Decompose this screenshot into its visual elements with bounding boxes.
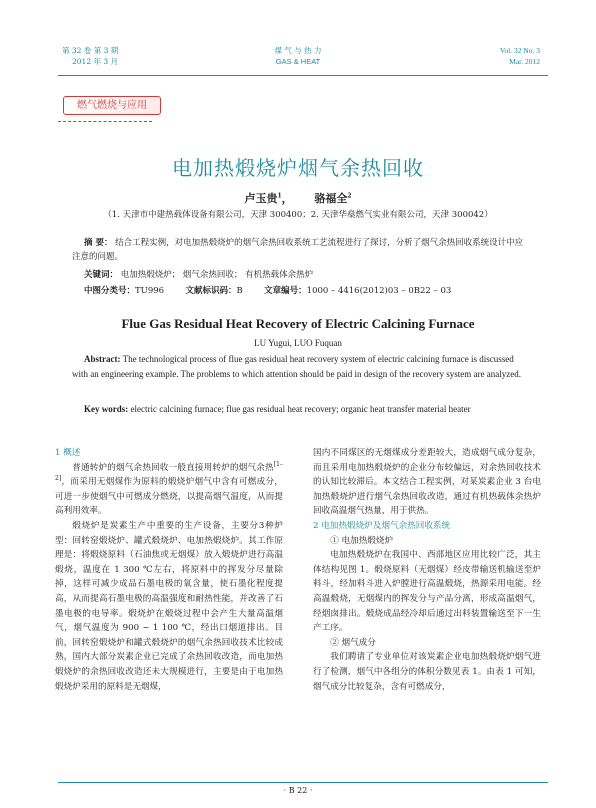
abstract-zh-label: 摘 要：: [84, 238, 113, 248]
keywords-en: [72, 402, 530, 417]
abstract-en-text: The technological process of flue gas residual heat recovery system of electric calcining furnace is discussed with an engineering example. The problems to which attention should be paid in design of the recovery system are analyzed.: [72, 354, 521, 379]
article-title-zh: 电加热煅烧炉烟气余热回收: [172, 156, 424, 180]
clc-value: TU996: [135, 286, 165, 296]
header-vol-en: [440, 45, 540, 67]
author-1-affil: 1: [277, 192, 282, 200]
section-1-heading: 1 概述: [55, 448, 81, 458]
abstract-en-label: Abstract:: [84, 354, 121, 364]
header-date-en: Mar. 2012: [509, 57, 540, 66]
section-tag: 燃气燃烧与应用: [63, 96, 161, 115]
section-1-paragraph-1: [55, 461, 283, 519]
header-volume-issue: 第 32 卷 第 3 期: [62, 46, 119, 55]
header-vol-no: Vol. 32 No. 3: [499, 46, 540, 55]
body-left-column: [55, 446, 283, 694]
subsection-2-2-heading: ② 烟气成分: [330, 637, 376, 648]
s1-p1-text-b: ，而采用无烟煤作为原料的煅烧炉烟气中含有可燃成分，可进一步使烟气中可燃成分燃烧，以提高烟气温度，从而提高利用效率。: [55, 477, 283, 517]
doc-code-value: B: [236, 286, 243, 296]
clc-label: 中图分类号：: [84, 286, 136, 296]
keywords-en-text: electric calcining furnace; flue gas residual heat recovery; organic heat transfer material heater: [130, 404, 471, 414]
subsection-2-1-paragraph: 电加热煅烧炉在我国中、西部地区应用比较广泛，其主体结构见图 1。煅烧原料（无烟煤）经皮带输送机输送至炉料斗，经加料斗进入炉膛进行高温煅烧，热源采用电能。经高温煅烧，无烟煤内的挥发分与产品分离，形成高温烟气，经烟囱排出。煅烧成品经冷却后通过出料装置输送至下一生产工序。: [313, 550, 541, 634]
header-volume: [62, 45, 182, 67]
header-journal: [248, 45, 348, 67]
section-2-heading: 2 电加热煅烧炉及烟气余热回收系统: [313, 520, 451, 531]
keywords-zh-label: 关键词：: [84, 270, 119, 280]
citation-1-2: [1–2]: [55, 460, 283, 483]
keywords-en-label: Key words:: [84, 404, 129, 414]
classification-line: [84, 284, 540, 298]
authors-zh: 卢玉贵$^1$， 骆福全$^2$: [244, 192, 352, 205]
authors-en: LU Yugui, LUO Fuquan: [254, 338, 342, 348]
page-number: · B 22 ·: [283, 786, 313, 795]
doc-code-label: 文献标识码：: [185, 286, 237, 296]
journal-name-en: GAS & HEAT: [275, 57, 321, 66]
author-2-zh: 骆福全: [314, 192, 348, 205]
right-paragraph-continued: 国内不同煤区的无烟煤成分差距较大，造成烟气成分复杂，而且采用电加热煅烧炉的企业分布较偏远，对余热回收技术的认知比较滞后。本文结合工程实例，对某炭素企业 3 台电加热煅烧炉进行烟气余热回收改造，通过有机热载体余热炉回收高温烟气热量，用于供热。: [313, 448, 541, 517]
header-date-zh: 2012 年 3 月: [72, 57, 119, 66]
body-right-column: [313, 446, 541, 694]
keywords-zh-text: 电加热煅烧炉； 烟气余热回收； 有机热载体余热炉: [120, 270, 314, 280]
article-title-en: Flue Gas Residual Heat Recovery of Electric Calcining Furnace: [121, 316, 475, 331]
author-2-affil: 2: [347, 192, 352, 200]
abstract-zh-text: 结合工程实例，对电加热煅烧炉的烟气余热回收系统工艺流程进行了探讨，分析了烟气余热回收系统设计中应注意的问题。: [72, 238, 524, 262]
section-1-paragraph-2: 煅烧炉是炭素生产中重要的生产设备，主要分3种炉型：回转窑煅烧炉、罐式煅烧炉、电加热煅烧炉。其工作原理是：将煅烧原料（石油焦或无烟煤）放入煅烧炉进行高温煅烧，温度在 1 300 ℃左右，将原料中的挥发分尽量除掉，这样可减少成品石墨电极的氧含量，使石墨化程度提高，从而提高石墨电极的高温强度和耐热性能，并改善了石墨电极的电导率。煅烧炉在煅烧过程中会产生大量高温烟气，烟气温度为 900 ~ 1 100 ℃，经出口烟道排出。目前，回转窑煅烧炉和罐式煅烧炉的烟气余热回收技术比较成熟，国内大部分炭素企业已完成了余热回收改造，而电加热煅烧炉的余热回收改造还未大规模进行，主要是由于电加热煅烧炉采用的原料是无烟煤，: [55, 520, 283, 692]
s1-p1-text-a: 普通转炉的烟气余热回收一般直接用转炉的烟气余热: [72, 462, 274, 473]
section-tag-rule: [58, 121, 152, 122]
abstract-en: [72, 352, 530, 381]
subsection-2-1-heading: ① 电加热煅烧炉: [330, 535, 394, 546]
article-no-label: 文章编号：: [264, 286, 307, 296]
author-1-zh: 卢玉贵: [244, 192, 278, 205]
header-rule: [58, 75, 548, 76]
abstract-zh: [72, 236, 528, 264]
affiliation-zh: （1. 天津市中建热载体设备有限公司，天津 300400；2. 天津华燊燃气实业有限公司，天津 300042）: [103, 210, 493, 220]
article-no-value: 1000 – 4416(2012)03 – 0B22 – 03: [306, 286, 452, 296]
journal-name-zh: 煤 气 与 热 力: [274, 46, 322, 55]
footer-rule: [58, 782, 548, 783]
subsection-2-2-paragraph: 我们聘请了专业单位对该炭素企业电加热煅烧炉烟气进行了检测，烟气中各组分的体积分数见表 1。由表 1 可知，烟气成分比较复杂，含有可燃成分，: [313, 652, 541, 692]
keywords-zh: [84, 268, 540, 282]
